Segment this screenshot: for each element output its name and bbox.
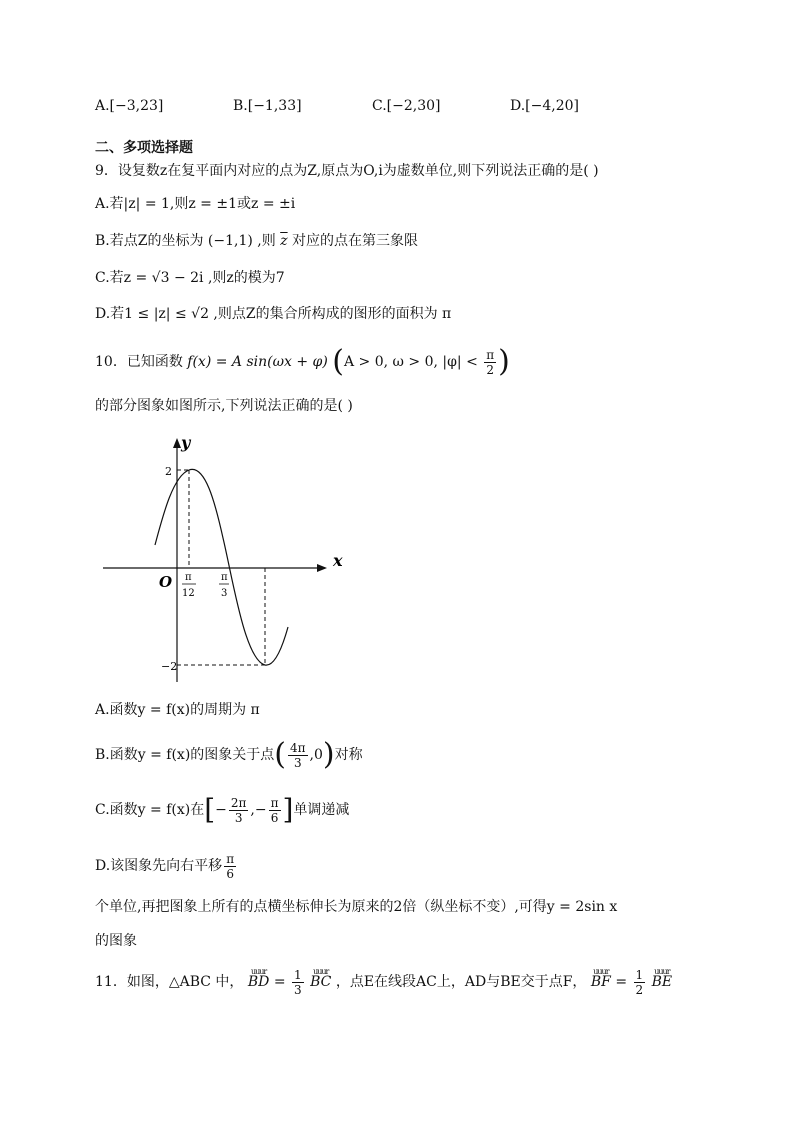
tick2-num: π <box>221 572 228 583</box>
q9-b-post: 对应的点在第三象限 <box>292 233 419 249</box>
vector-bc: uuur BC <box>310 967 332 990</box>
q10-option-a: A.函数y = f(x)的周期为 π <box>95 702 260 718</box>
origin-label: O <box>159 573 173 591</box>
sine-graph <box>95 430 355 690</box>
y-axis-arrow <box>173 438 181 448</box>
q11-bd-eq: = <box>273 974 286 990</box>
q10-option-d-line3: 的图象 <box>95 933 137 949</box>
q10-stem: 10．已知函数 f(x) = A sin(ωx + φ) (A > 0, ω > 0, |φ| < $\frac{\pi}{2}$ ) <box>95 344 510 379</box>
q10-option-b: B.函数y = f(x)的图象关于点( $\frac{4\pi}{3}$ ,0)对称 <box>95 737 363 772</box>
q10-stem-line2: 的部分图象如图所示,下列说法正确的是( ) <box>95 398 353 414</box>
vector-bf: uuur BF <box>590 967 611 990</box>
q9-b-text: B.若点Z的坐标为 <box>95 233 204 249</box>
q10-c-post: 单调递减 <box>293 802 350 818</box>
q10-c-frac2: $\frac{\pi}{6}$ <box>270 795 279 825</box>
tick1-num: π <box>185 572 192 583</box>
q11-bf-eq: = <box>615 974 628 990</box>
option-d: D.[−4,20] <box>510 98 580 114</box>
q10-option-d <box>95 848 238 884</box>
vector-bd: uuur BD <box>247 967 270 990</box>
q10-stem-frac: $\frac{\pi}{2}$ <box>486 347 495 377</box>
q11-stem-pre: 11．如图，△ABC 中， <box>95 974 244 990</box>
y-axis-label: y <box>181 433 191 452</box>
q10-stem-cond: A > 0, ω > 0, |φ| < <box>344 354 478 370</box>
q9-b-coord: (−1,1) <box>207 233 253 249</box>
q9-b-mid: ,则 <box>257 233 276 249</box>
x-axis-label: x <box>333 551 343 570</box>
q10-stem-pre: 10．已知函数 <box>95 354 183 370</box>
y-min-label: −2 <box>161 660 178 673</box>
x-axis-arrow <box>317 564 327 572</box>
q10-b-pre: B.函数y = f(x)的图象关于点 <box>95 747 275 763</box>
y-max-label: 2 <box>165 465 172 478</box>
q10-d-frac: $\frac{\pi}{6}$ <box>226 851 235 881</box>
q9-option-d: D.若1 ≤ |z| ≤ √2 ,则点Z的集合所构成的图形的面积为 π <box>95 306 452 322</box>
vector-be: uuur BE <box>651 967 673 990</box>
option-a: A.[−3,23] <box>95 98 164 114</box>
option-b: B.[−1,33] <box>233 98 302 114</box>
tick1-den: 12 <box>182 588 195 599</box>
section-title: 二、多项选择题 <box>95 140 193 156</box>
option-c: C.[−2,30] <box>372 98 441 114</box>
q10-option-c: C.函数y = f(x)在[− $\frac{2\pi}{3}$ ,− $\frac{\pi}{6}$ ]单调递减 <box>95 793 350 826</box>
q10-c-frac1: $\frac{2\pi}{3}$ <box>230 795 247 825</box>
q10-b-frac: $\frac{4\pi}{3}$ <box>290 740 306 770</box>
q11-stem <box>95 962 672 1002</box>
tick2-den: 3 <box>221 588 228 599</box>
sine-curve <box>155 469 288 665</box>
q10-option-d-line2: 个单位,再把图象上所有的点横坐标伸长为原来的2倍（纵坐标不变）,可得y = 2sin x <box>95 899 618 915</box>
q10-d-pre: D.该图象先向右平移 <box>95 858 223 874</box>
q10-b-post: 对称 <box>334 747 363 763</box>
q10-stem-func: f(x) = A sin(ωx + φ) <box>187 354 328 370</box>
q10-b-tail: ,0 <box>309 747 323 763</box>
q9-option-a: A.若|z| = 1,则z = ±1或z = ±i <box>95 196 296 212</box>
q11-bf-frac: $\frac{1}{2}$ <box>635 967 644 997</box>
q10-c-pre: C.函数y = f(x)在 <box>95 802 205 818</box>
q9-stem: 9．设复数z在复平面内对应的点为Z,原点为O,i为虚数单位,则下列说法正确的是( ) <box>95 163 599 179</box>
q9-option-c: C.若z = √3 − 2i ,则z的模为7 <box>95 270 285 286</box>
q11-mid: ，点E在线段AC上，AD与BE交于点F， <box>335 974 587 990</box>
q9-b-zbar: $\overline{z}$ <box>280 233 288 249</box>
q9-option-b <box>95 231 418 251</box>
q11-bd-frac: $\frac{1}{3}$ <box>294 967 302 997</box>
